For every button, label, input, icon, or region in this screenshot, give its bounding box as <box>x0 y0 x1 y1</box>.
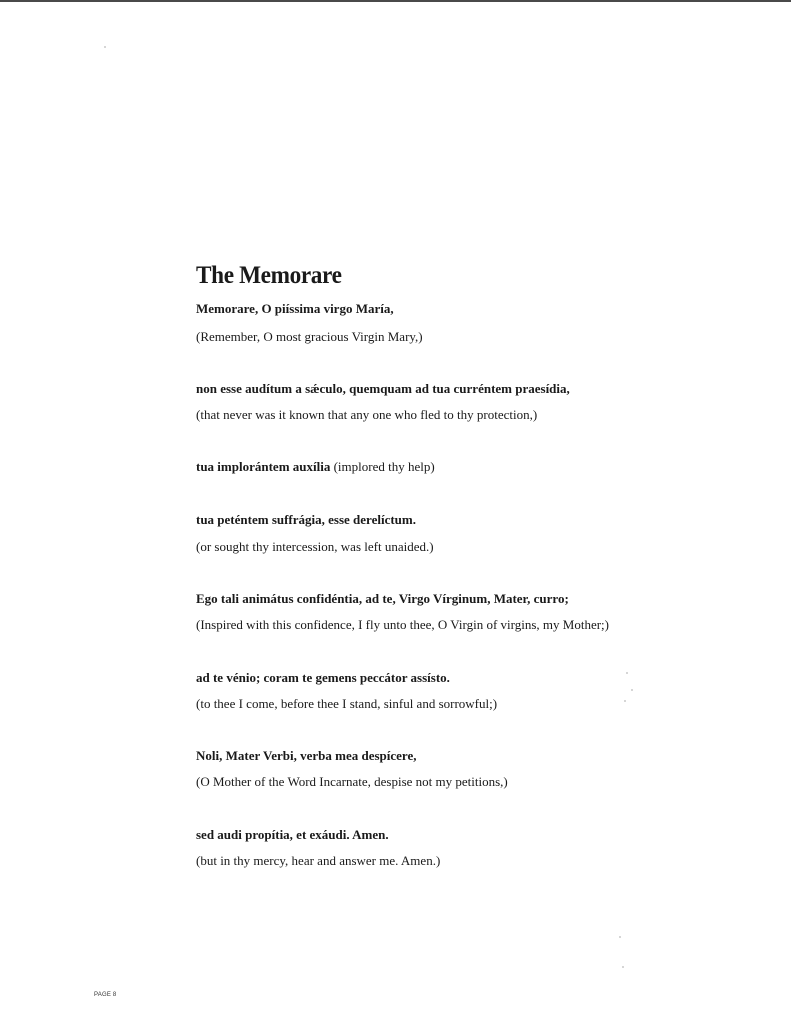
scan-speck <box>619 936 621 938</box>
latin-line-2: non esse audítum a sǽculo, quemquam ad tua curréntem praesídia, <box>196 381 570 396</box>
latin-line-6: ad te vénio; coram te gemens peccátor assísto. <box>196 670 450 685</box>
scan-speck <box>626 672 628 674</box>
top-border-rule <box>0 0 791 2</box>
scan-speck <box>624 700 626 702</box>
latin-line-4: tua peténtem suffrágia, esse derelíctum. <box>196 512 416 527</box>
latin-line-8: sed audi propítia, et exáudi. Amen. <box>196 827 389 842</box>
page-number: PAGE 8 <box>94 992 117 998</box>
english-line-6: (to thee I come, before thee I stand, sinful and sorrowful;) <box>196 696 498 711</box>
english-line-8: (but in thy mercy, hear and answer me. Amen.) <box>196 853 441 868</box>
english-line-7: (O Mother of the Word Incarnate, despise not my petitions,) <box>196 774 508 789</box>
latin-line-3: tua implorántem auxília <box>196 459 331 474</box>
stanza-3-line <box>196 459 435 475</box>
english-line-5: (Inspired with this confidence, I fly unto thee, O Virgin of virgins, my Mother;) <box>196 617 609 632</box>
page-title: The Memorare <box>196 262 342 289</box>
english-line-4: (or sought thy intercession, was left unaided.) <box>196 539 434 554</box>
scan-speck <box>631 689 633 691</box>
latin-line-5: Ego tali animátus confidéntia, ad te, Virgo Vírginum, Mater, curro; <box>196 591 569 606</box>
latin-line-7: Noli, Mater Verbi, verba mea despícere, <box>196 748 417 763</box>
english-line-2: (that never was it known that any one who fled to thy protection,) <box>196 407 538 422</box>
english-line-3: (implored thy help) <box>333 459 435 474</box>
english-line-1: (Remember, O most gracious Virgin Mary,) <box>196 329 423 344</box>
scan-speck <box>104 46 106 48</box>
scan-speck <box>622 966 624 968</box>
latin-line-1: Memorare, O piíssima virgo María, <box>196 301 394 316</box>
